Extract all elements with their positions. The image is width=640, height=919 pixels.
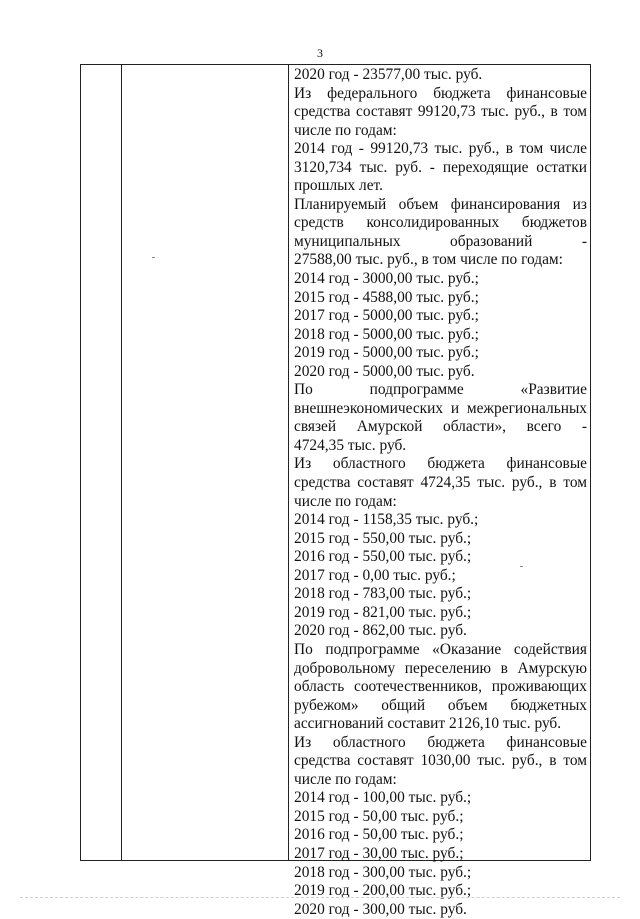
- text-line: 2019 год - 5000,00 тыс. руб.;: [294, 344, 479, 362]
- text-line: область соотечественников, проживающих: [294, 678, 587, 696]
- text-line: 2020 год - 23577,00 тыс. руб.: [294, 66, 483, 83]
- funding-description-cell: [294, 66, 587, 919]
- budget-table: [80, 64, 591, 918]
- scan-speck: [520, 566, 523, 567]
- text-line: связей Амурской области», всего -: [294, 418, 587, 436]
- text-line: числе по годам:: [294, 770, 397, 788]
- text-line: внешнеэкономических и межрегиональных: [294, 399, 587, 417]
- text-line: 2014 год - 3000,00 тыс. руб.;: [294, 270, 479, 288]
- text-line: 2016 год - 50,00 тыс. руб.;: [294, 826, 464, 844]
- page-number: 3: [317, 46, 323, 60]
- text-line: 2018 год - 300,00 тыс. руб.;: [294, 863, 472, 881]
- text-line: 2016 год - 550,00 тыс. руб.;: [294, 548, 472, 566]
- text-line: средства составят 99120,73 тыс. руб., в том: [294, 103, 587, 121]
- text-line: 2014 год - 99120,73 тыс. руб., в том числе: [294, 140, 587, 158]
- text-line: ассигнований составит 2126,10 тыс. руб.: [294, 715, 562, 733]
- text-line: 2019 год - 821,00 тыс. руб.;: [294, 603, 472, 621]
- scan-edge-line: [20, 897, 620, 898]
- text-line: 27588,00 тыс. руб., в том числе по годам:: [294, 251, 563, 269]
- text-line: 2015 год - 50,00 тыс. руб.;: [294, 807, 464, 825]
- text-line: 2020 год - 5000,00 тыс. руб.: [294, 362, 475, 380]
- text-line: Из областного бюджета финансовые: [294, 733, 587, 751]
- text-line: средств консолидированных бюджетов: [294, 214, 587, 232]
- text-line: 2017 год - 5000,00 тыс. руб.;: [294, 307, 479, 325]
- text-line: Из федерального бюджета финансовые: [294, 84, 587, 102]
- text-line: числе по годам:: [294, 121, 397, 139]
- text-line: муниципальных образований -: [294, 232, 587, 250]
- text-line: 2018 год - 5000,00 тыс. руб.;: [294, 325, 479, 343]
- text-line: прошлых лет.: [294, 177, 383, 195]
- text-line: рубежом» общий объем бюджетных: [294, 696, 587, 714]
- text-line: 2015 год - 4588,00 тыс. руб.;: [294, 288, 479, 306]
- text-line: 3120,734 тыс. руб. - переходящие остатки: [294, 158, 587, 176]
- table-column-divider-2: [288, 65, 289, 860]
- text-line: 2014 год - 100,00 тыс. руб.;: [294, 789, 472, 807]
- text-line: средства составят 4724,35 тыс. руб., в том: [294, 474, 587, 492]
- text-line: средства составят 1030,00 тыс. руб., в том: [294, 752, 587, 770]
- text-line: 2019 год - 200,00 тыс. руб.;: [294, 882, 472, 900]
- text-line: 2020 год - 862,00 тыс. руб.: [294, 622, 467, 640]
- scan-speck: [152, 257, 155, 258]
- text-line: 2015 год - 550,00 тыс. руб.;: [294, 529, 472, 547]
- text-line: 2014 год - 1158,35 тыс. руб.;: [294, 511, 479, 529]
- text-line: По подпрограмме «Развитие: [294, 381, 587, 399]
- text-line: добровольному переселению в Амурскую: [294, 659, 587, 677]
- text-line: 4724,35 тыс. руб.: [294, 436, 407, 454]
- text-line: Планируемый объем финансирования из: [294, 195, 587, 213]
- text-line: 2017 год - 0,00 тыс. руб.;: [294, 566, 456, 584]
- text-line: По подпрограмме «Оказание содействия: [294, 640, 587, 658]
- text-line: Из областного бюджета финансовые: [294, 455, 587, 473]
- text-line: числе по годам:: [294, 492, 397, 510]
- text-line: 2020 год - 300,00 тыс. руб.: [294, 900, 467, 918]
- text-line: 2017 год - 30,00 тыс. руб.;: [294, 844, 464, 862]
- table-column-divider-1: [121, 65, 122, 860]
- text-line: 2018 год - 783,00 тыс. руб.;: [294, 585, 472, 603]
